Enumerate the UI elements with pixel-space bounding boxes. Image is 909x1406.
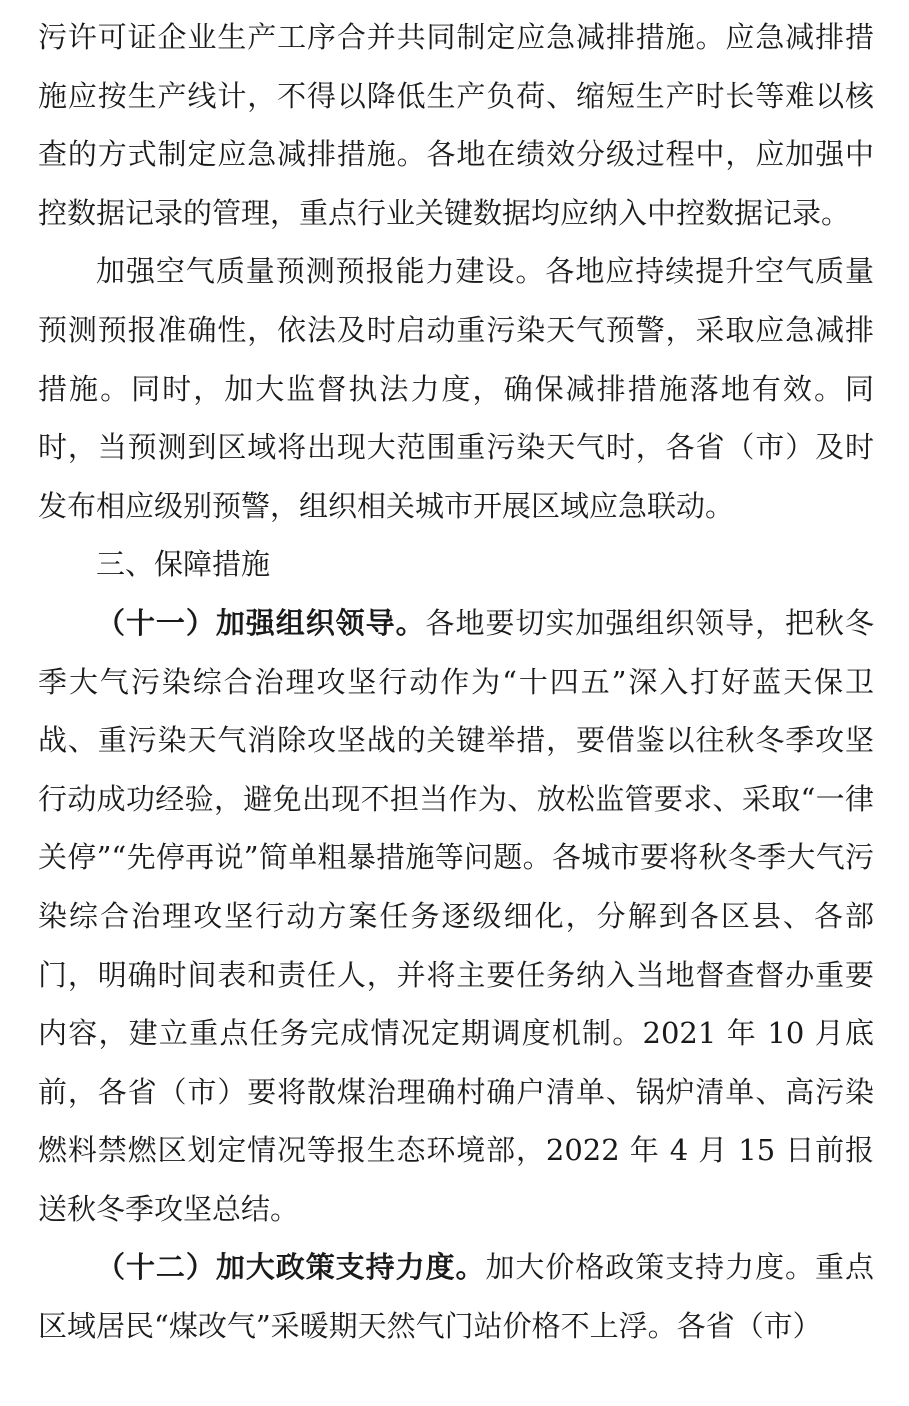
paragraph-emission-measures: 污许可证企业生产工序合并共同制定应急减排措施。应急减排措施应按生产线计，不得以降低生产负荷、缩短生产时长等难以核查的方式制定应急减排措施。各地在绩效分级过程中，应加强中控数据记录的管理，重点行业关键数据均应纳入中控数据记录。	[38, 20, 874, 230]
paragraph-policy-support	[38, 1238, 874, 1355]
paragraph-body-organizational-leadership: 各地要切实加强组织领导，把秋冬季大气污染综合治理攻坚行动作为“十四五”深入打好蓝天保卫战、重污染天气消除攻坚战的关键举措，要借鉴以往秋冬季攻坚行动成功经验，避免出现不担当作为、放松监管要求、采取“一律关停”“先停再说”简单粗暴措施等问题。各城市要将秋冬季大气污染综合治理攻坚行动方案任务逐级细化，分解到各区县、各部门，明确时间表和责任人，并将主要任务纳入当地督查督办重要内容，建立重点任务完成情况定期调度机制。2021 年 10 月底前，各省（市）要将散煤治理确村确户清单、锅炉清单、高污染燃料禁燃区划定情况等报生态环境部，2022 年 4 月 15 日前报送秋冬季攻坚总结。	[38, 605, 874, 1226]
paragraph-air-quality-forecast: 加强空气质量预测预报能力建设。各地应持续提升空气质量预测预报准确性，依法及时启动重污染天气预警，采取应急减排措施。同时，加大监督执法力度，确保减排措施落地有效。同时，当预测到区域将出现大范围重污染天气时，各省（市）及时发布相应级别预警，组织相关城市开展区域应急联动。	[38, 254, 874, 523]
paragraph-body-policy-support: 加大价格政策支持力度。重点区域居民“煤改气”采暖期天然气门站价格不上浮。各省（市）	[38, 1250, 874, 1344]
paragraph-lead-policy-support: （十二）加大政策支持力度。	[96, 1250, 486, 1285]
paragraph-organizational-leadership	[38, 594, 874, 1239]
paragraph-lead-organizational-leadership: （十一）加强组织领导。	[96, 605, 426, 640]
document-page	[38, 8, 874, 1356]
section-heading-safeguards: 三、保障措施	[96, 547, 271, 582]
